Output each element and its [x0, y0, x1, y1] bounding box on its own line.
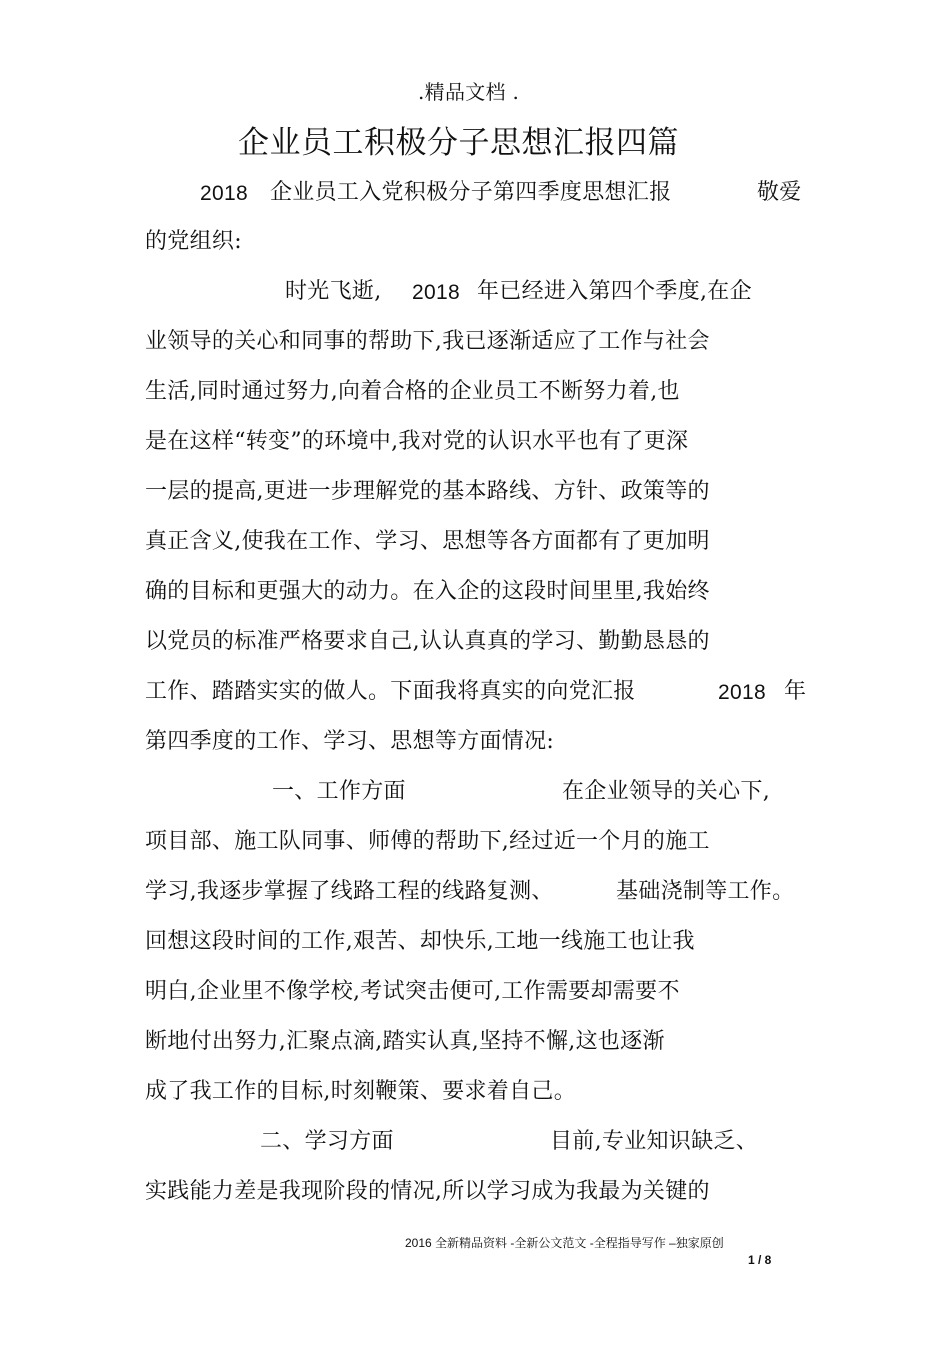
subtitle-year: 2018: [200, 182, 248, 205]
para1-line8-b: 年: [784, 679, 807, 704]
subtitle-trail: 敬爱: [757, 180, 802, 205]
para1-line8-a: 工作、踏踏实实的做人。下面我将真实的向党汇报: [145, 679, 636, 704]
document-title: 企业员工积极分子思想汇报四篇: [238, 125, 679, 161]
section1-lead: 在企业领导的关心下,: [562, 779, 770, 804]
section1-line3-b: 基础浇制等工作。: [616, 879, 795, 904]
para1-line9: 第四季度的工作、学习、思想等方面情况:: [145, 729, 555, 754]
subtitle-text: 企业员工入党积极分子第四季度思想汇报: [270, 180, 672, 205]
section1-line: 断地付出努力,汇聚点滴,踏实认真,坚持不懈,这也逐渐: [145, 1029, 665, 1054]
para1-line: 确的目标和更强大的动力。在入企的这段时间里里,我始终: [145, 579, 710, 604]
section1-line: 明白,企业里不像学校,考试突击便可,工作需要却需要不: [145, 979, 680, 1004]
para1-line: 业领导的关心和同事的帮助下,我已逐渐适应了工作与社会: [145, 329, 710, 354]
salutation: 的党组织:: [145, 229, 242, 254]
para1-lead-b: 年已经进入第四个季度,在企: [477, 279, 752, 304]
para1-line: 生活,同时通过努力,向着合格的企业员工不断努力着,也: [145, 379, 680, 404]
page-header: .精品文档 .: [418, 80, 520, 104]
section1-line3-a: 学习,我逐步掌握了线路工程的线路复测、: [145, 879, 554, 904]
para1-line: 一层的提高,更进一步理解党的基本路线、方针、政策等的: [145, 479, 710, 504]
section2-heading: 二、学习方面: [260, 1129, 394, 1154]
page-footer: 2016 全新精品资料 -全新公文范文 -全程指导写作 –独家原创: [405, 1236, 724, 1250]
para1-line: 真正含义,使我在工作、学习、思想等各方面都有了更加明: [145, 529, 710, 554]
para1-line: 以党员的标准严格要求自己,认认真真的学习、勤勤恳恳的: [145, 629, 710, 654]
section1-line2: 项目部、施工队同事、师傅的帮助下,经过近一个月的施工: [145, 829, 710, 854]
para1-lead-a: 时光飞逝,: [285, 279, 382, 304]
section2-line2: 实践能力差是我现阶段的情况,所以学习成为我最为关键的: [145, 1179, 710, 1204]
section1-heading: 一、工作方面: [272, 779, 406, 804]
section1-line: 成了我工作的目标,时刻鞭策、要求着自己。: [145, 1079, 576, 1104]
para1-lead-year: 2018: [412, 281, 460, 304]
section2-lead: 目前,专业知识缺乏、: [550, 1129, 758, 1154]
section1-line: 回想这段时间的工作,艰苦、却快乐,工地一线施工也让我: [145, 929, 695, 954]
para1-line8-year: 2018: [718, 681, 766, 704]
page-number: 1 / 8: [748, 1253, 772, 1267]
para1-line: 是在这样“转变”的环境中,我对党的认识水平也有了更深: [145, 429, 689, 454]
